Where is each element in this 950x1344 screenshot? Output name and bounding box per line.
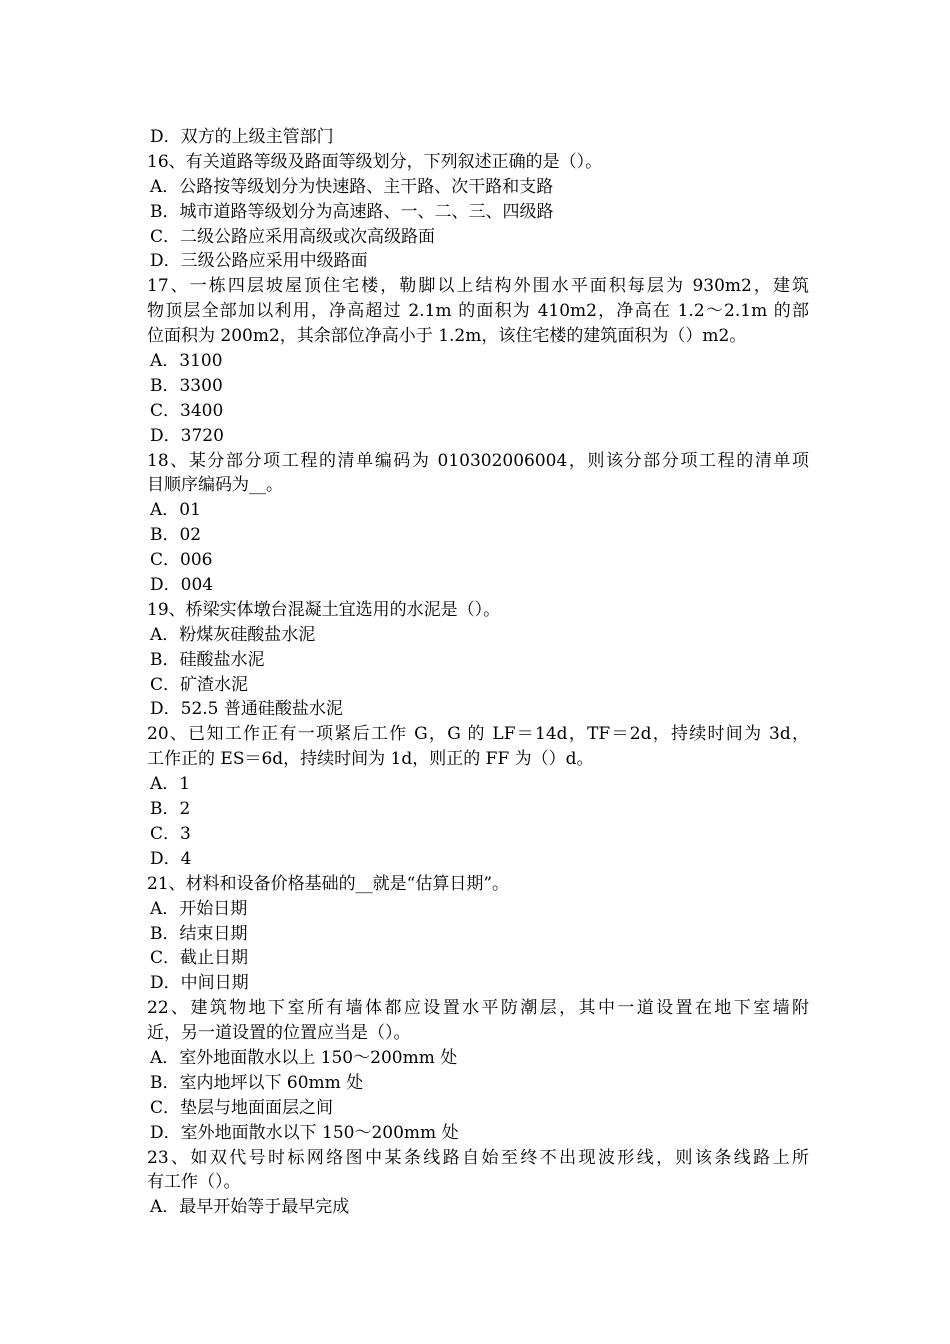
answer-option: C．矿渣水泥 xyxy=(150,674,249,695)
question-text: 物顶层全部加以利用，净高超过 2.1m 的面积为 410m2，净高在 1.2～2.1m 的部 xyxy=(147,301,809,322)
answer-option: D．中间日期 xyxy=(150,973,249,994)
answer-option: B．3300 xyxy=(150,375,223,396)
question-text: 16、有关道路等级及路面等级划分，下列叙述正确的是（）。 xyxy=(147,151,603,172)
answer-option: D．双方的上级主管部门 xyxy=(150,127,334,147)
document-body xyxy=(147,125,809,1220)
answer-option: A．公路按等级划分为快速路、主干路、次干路和支路 xyxy=(150,176,554,197)
answer-option: B．室内地坪以下 60mm 处 xyxy=(150,1072,364,1093)
answer-option: C．3400 xyxy=(150,400,224,421)
question-text: 18、某分部分项工程的清单编码为 010302006004，则该分部分项工程的清单项 xyxy=(147,450,809,471)
question-text: 19、桥梁实体墩台混凝土宜选用的水泥是（）。 xyxy=(147,599,501,620)
answer-option: C．006 xyxy=(150,550,213,571)
answer-option: D．004 xyxy=(150,575,214,596)
question-text: 有工作（）。 xyxy=(147,1172,241,1193)
answer-option: C．截止日期 xyxy=(150,948,249,969)
question-text: 目顺序编码为__。 xyxy=(147,475,283,496)
answer-option: A．粉煤灰硅酸盐水泥 xyxy=(150,624,316,645)
question-text: 23、如双代号时标网络图中某条线路自始至终不出现波形线，则该条线路上所 xyxy=(147,1147,809,1168)
question-text: 近，另一道设置的位置应当是（）。 xyxy=(147,1023,411,1044)
question-text: 工作正的 ES＝6d，持续时间为 1d，则正的 FF 为（）d。 xyxy=(147,749,594,770)
answer-option: B．02 xyxy=(150,525,202,546)
answer-option: D．52.5 普通硅酸盐水泥 xyxy=(150,699,343,720)
answer-option: B．2 xyxy=(150,799,191,820)
answer-option: A．1 xyxy=(150,774,191,795)
answer-option: B．结束日期 xyxy=(150,923,248,944)
answer-option: C．垫层与地面面层之间 xyxy=(150,1097,334,1118)
question-text: 位面积为 200m2，其余部位净高小于 1.2m，该住宅楼的建筑面积为（）m2。 xyxy=(147,326,747,347)
question-text: 21、材料和设备价格基础的__就是“估算日期”。 xyxy=(147,873,510,894)
question-text: 20、已知工作正有一项紧后工作 G，G 的 LF＝14d，TF＝2d，持续时间为 3d， xyxy=(147,724,809,745)
answer-option: A．室外地面散水以上 150～200mm 处 xyxy=(150,1047,458,1068)
question-text: 22、建筑物地下室所有墙体都应设置水平防潮层，其中一道设置在地下室墙附 xyxy=(147,998,809,1019)
answer-option: C．二级公路应采用高级或次高级路面 xyxy=(150,226,436,247)
answer-option: A．最早开始等于最早完成 xyxy=(150,1197,350,1218)
answer-option: D．3720 xyxy=(150,425,224,446)
answer-option: D．室外地面散水以下 150～200mm 处 xyxy=(150,1122,459,1143)
answer-option: B．城市道路等级划分为高速路、一、二、三、四级路 xyxy=(150,201,554,222)
answer-option: C．3 xyxy=(150,823,191,844)
answer-option: A．3100 xyxy=(150,351,223,372)
answer-option: A．01 xyxy=(150,500,201,521)
answer-option: D．4 xyxy=(150,848,192,869)
answer-option: D．三级公路应采用中级路面 xyxy=(150,251,368,272)
answer-option: B．硅酸盐水泥 xyxy=(150,649,265,670)
question-text: 17、一栋四层坡屋顶住宅楼，勒脚以上结构外围水平面积每层为 930m2，建筑 xyxy=(147,276,809,297)
answer-option: A．开始日期 xyxy=(150,898,248,919)
